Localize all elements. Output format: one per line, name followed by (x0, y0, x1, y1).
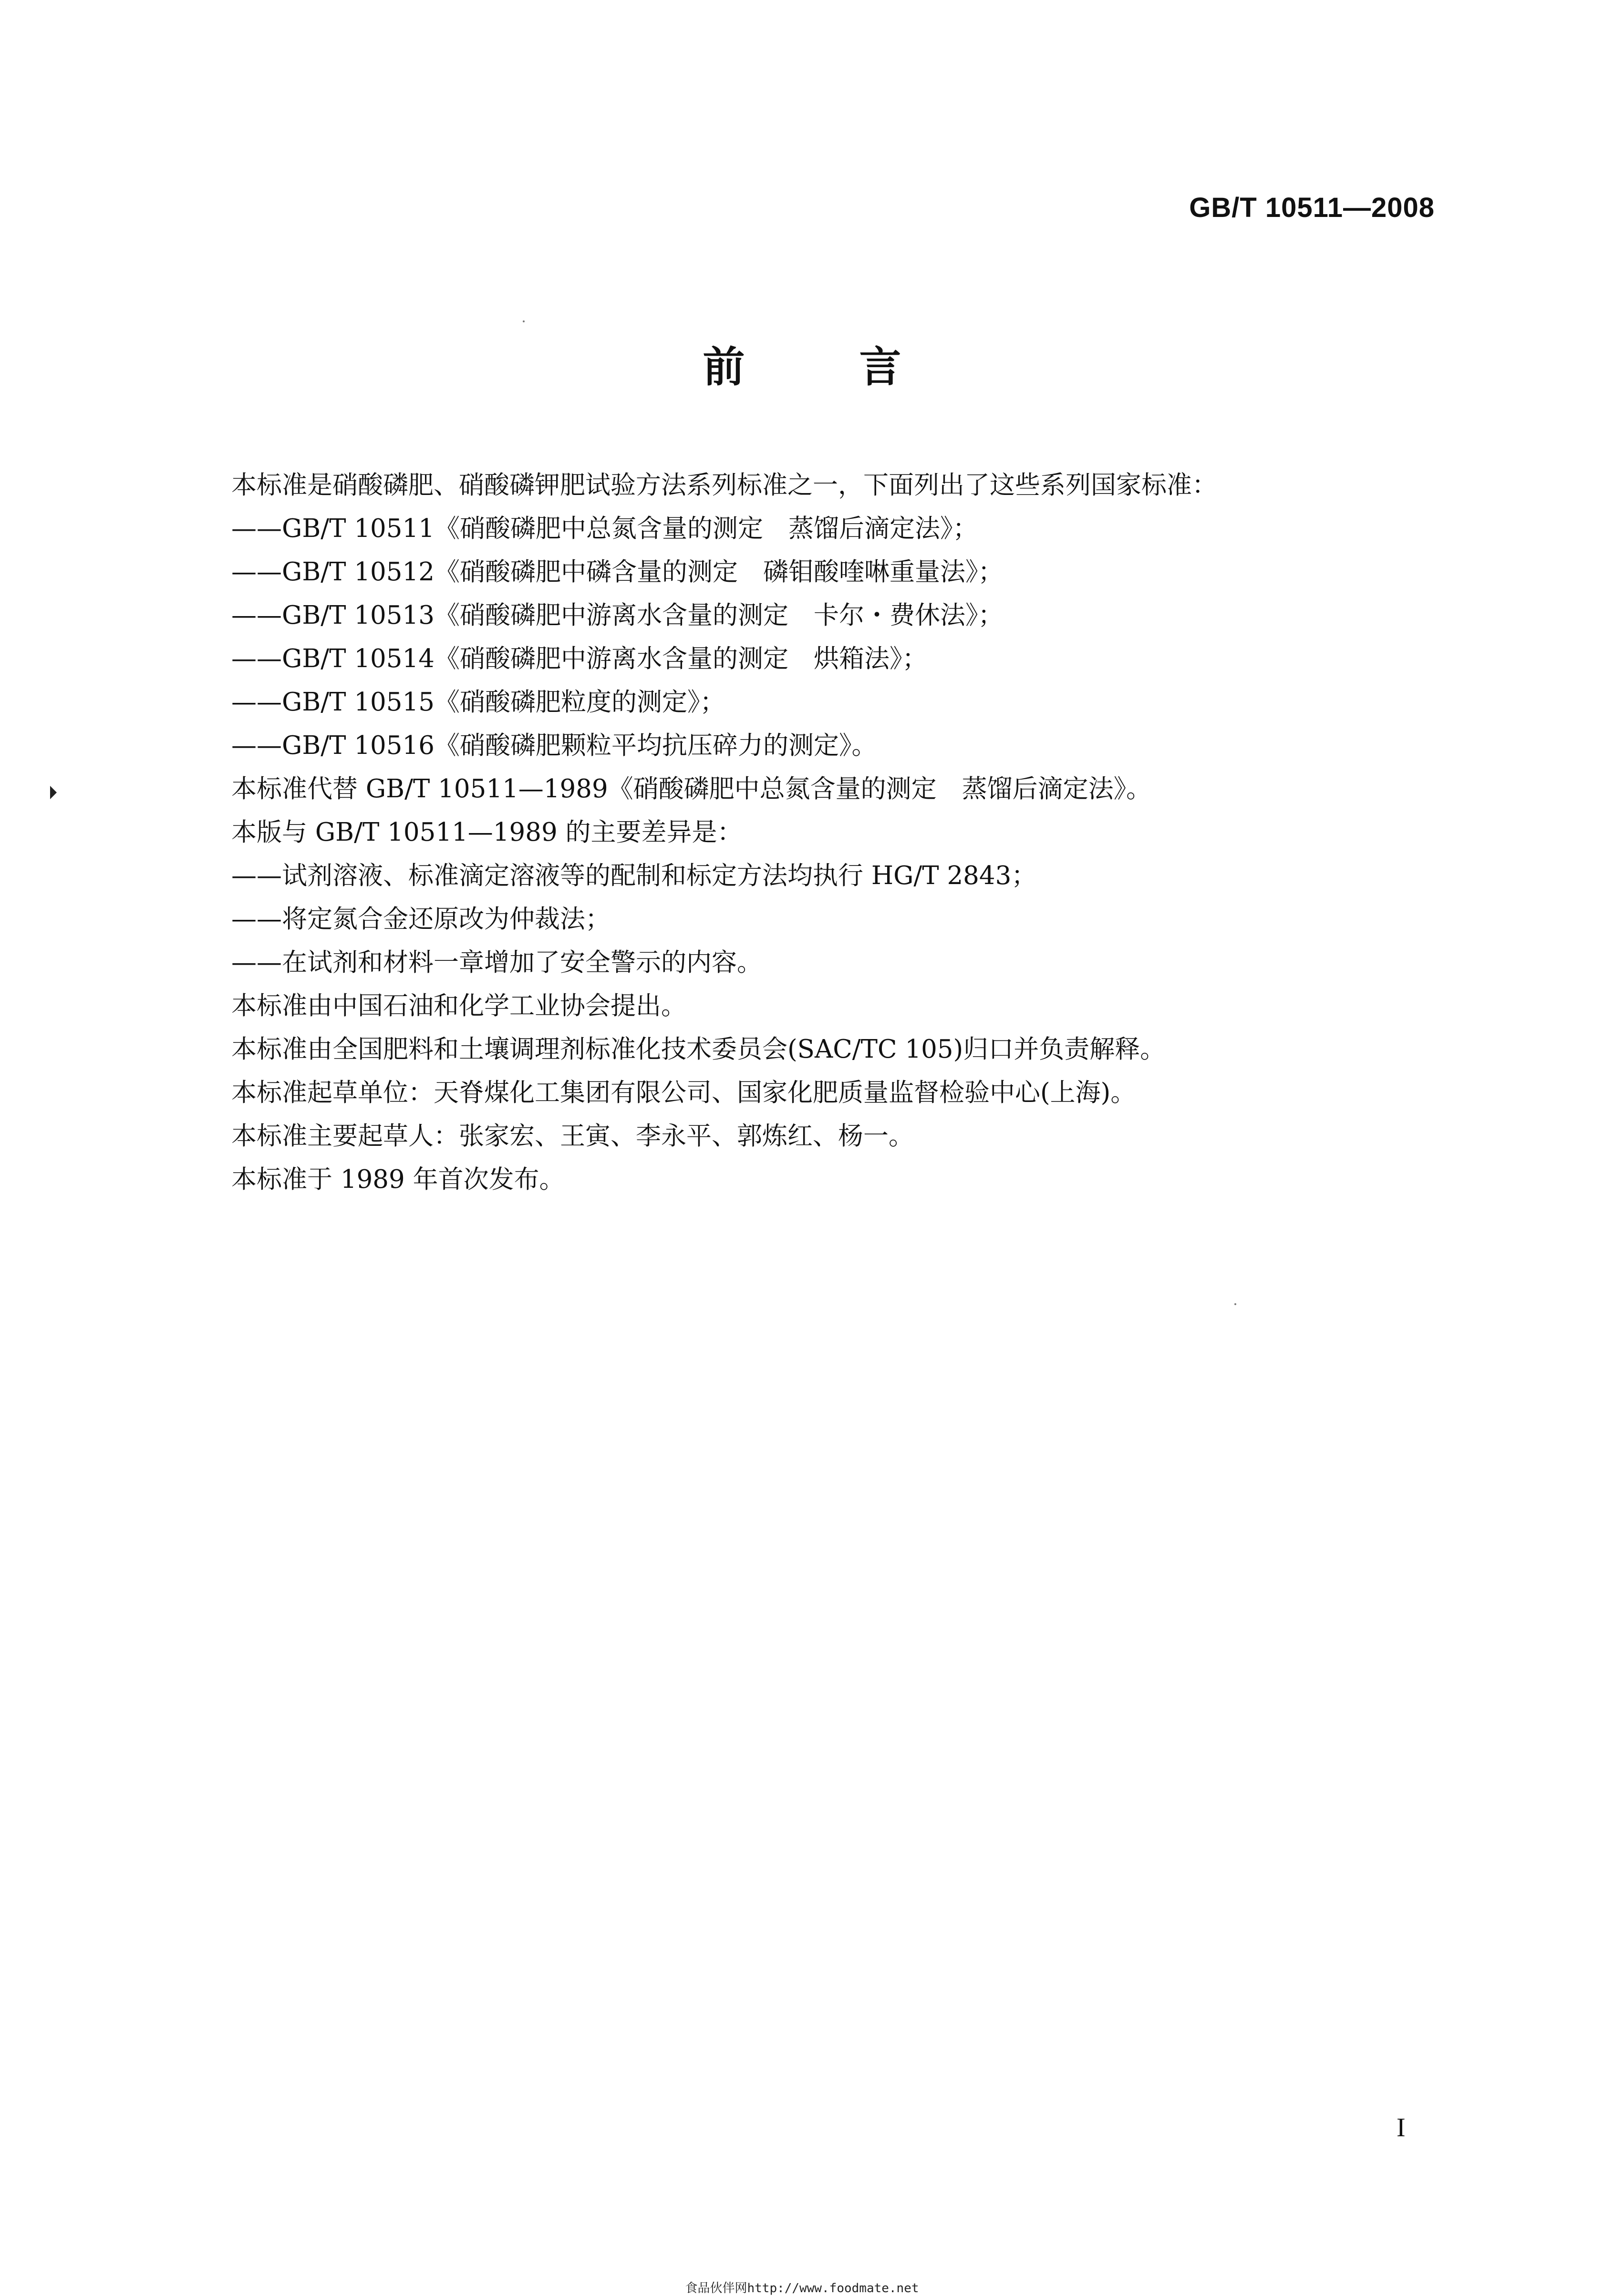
list-item-difference: ——将定氮合金还原改为仲裁法； (231, 905, 611, 934)
list-item-difference: ——在试剂和材料一章增加了安全警示的内容。 (231, 948, 762, 977)
paragraph-first-release: 本标准于 1989 年首次发布。 (231, 1165, 565, 1194)
margin-mark-icon (50, 786, 57, 799)
paragraph-proposer: 本标准由中国石油和化学工业协会提出。 (231, 991, 686, 1020)
page-number: I (1397, 2113, 1406, 2142)
standard-number: GB/T 10511—2008 (1189, 192, 1435, 223)
scan-speck (523, 320, 525, 322)
scan-speck (1234, 1303, 1236, 1305)
foreword-body (231, 463, 1433, 1201)
paragraph-replaces: 本标准代替 GB/T 10511—1989《硝酸磷肥中总氮含量的测定 蒸馏后滴定法》。 (231, 774, 1152, 803)
paragraph-series-intro: 本标准是硝酸磷肥、硝酸磷钾肥试验方法系列标准之一，下面列出了这些系列国家标准： (231, 471, 1217, 500)
list-item-gbt-10516: ——GB/T 10516《硝酸磷肥颗粒平均抗压碎力的测定》。 (231, 731, 877, 760)
list-item-gbt-10512: ——GB/T 10512《硝酸磷肥中磷含量的测定 磷钼酸喹啉重量法》； (231, 557, 1004, 587)
list-item-gbt-10513: ——GB/T 10513《硝酸磷肥中游离水含量的测定 卡尔・费休法》； (231, 601, 1004, 630)
footer-watermark: 食品伙伴网http://www.foodmate.net (685, 2281, 919, 2296)
paragraph-committee: 本标准由全国肥料和土壤调理剂标准化技术委员会(SAC/TC 105)归口并负责解释。 (231, 1035, 1166, 1064)
page-title: 前言 (703, 342, 1016, 391)
paragraph-drafting-units: 本标准起草单位：天脊煤化工集团有限公司、国家化肥质量监督检验中心(上海)。 (231, 1078, 1136, 1107)
paragraph-drafters: 本标准主要起草人：张家宏、王寅、李永平、郭炼红、杨一。 (231, 1122, 914, 1151)
list-item-gbt-10515: ——GB/T 10515《硝酸磷肥粒度的测定》； (231, 688, 725, 717)
list-item-gbt-10514: ——GB/T 10514《硝酸磷肥中游离水含量的测定 烘箱法》； (231, 644, 928, 673)
paragraph-differences: 本版与 GB/T 10511—1989 的主要差异是： (231, 818, 743, 847)
list-item-difference: ——试剂溶液、标准滴定溶液等的配制和标定方法均执行 HG/T 2843； (231, 861, 1037, 890)
list-item-gbt-10511: ——GB/T 10511《硝酸磷肥中总氮含量的测定 蒸馏后滴定法》； (231, 514, 978, 543)
